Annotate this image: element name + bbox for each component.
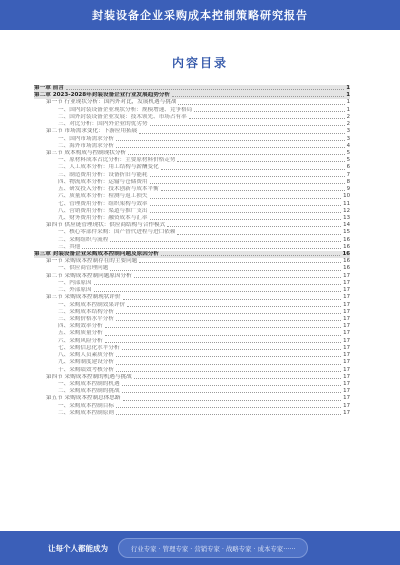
toc-entry-label: 第三节 成本构成与控制现状分析 xyxy=(46,149,127,156)
toc-leader-dots xyxy=(134,378,341,379)
toc-entry-label: 第二节 市场需求变化：下游应用拓展 xyxy=(46,128,138,135)
toc-entry-label: 九、财务费用分析：融资成本与汇率 xyxy=(58,214,148,221)
toc-leader-dots xyxy=(110,270,341,271)
toc-entry[interactable] xyxy=(34,244,350,251)
toc-entry[interactable] xyxy=(34,403,350,410)
toc-entry-page: 5 xyxy=(346,149,350,156)
toc-entry-page: 4 xyxy=(346,142,350,149)
toc-entry-page: 16 xyxy=(343,236,350,243)
toc-entry-page: 8 xyxy=(346,178,350,185)
toc-entry[interactable] xyxy=(34,164,350,171)
toc-entry-page: 16 xyxy=(343,265,350,272)
toc-entry-label: 四、物流成本分析：运输与仓储费用 xyxy=(58,178,148,185)
toc-leader-dots xyxy=(116,140,345,141)
toc-entry-label: 九、采购制度建设分析 xyxy=(58,359,114,366)
toc-leader-dots xyxy=(116,320,341,321)
toc-entry-label: 第二章 2023-2028年封装设备企业行业发展趋势分析 xyxy=(34,92,171,99)
toc-entry[interactable] xyxy=(34,107,350,114)
table-of-contents xyxy=(34,85,350,417)
toc-leader-dots xyxy=(122,349,342,350)
toc-leader-dots xyxy=(116,356,341,357)
toc-entry-page: 14 xyxy=(343,222,350,229)
toc-entry-page: 13 xyxy=(343,214,350,221)
toc-entry-page: 17 xyxy=(343,359,350,366)
toc-entry[interactable] xyxy=(34,345,350,352)
toc-leader-dots xyxy=(128,154,344,155)
toc-entry[interactable] xyxy=(34,251,350,258)
toc-entry-label: 一、核心零部件采购：国产替代进程与进口依赖 xyxy=(58,229,176,236)
footer-bar xyxy=(0,531,400,565)
toc-entry-label: 一、采购成本控制效果评价 xyxy=(58,301,126,308)
toc-leader-dots xyxy=(116,371,341,372)
toc-leader-dots xyxy=(110,241,341,242)
toc-entry-page: 17 xyxy=(343,272,350,279)
toc-entry[interactable] xyxy=(34,186,350,193)
toc-entry-label: 一、采购成本控制目标 xyxy=(58,402,114,409)
toc-entry-page: 16 xyxy=(343,243,350,250)
toc-entry-label: 第五节 采购成本控制总体思路 xyxy=(46,395,121,402)
toc-entry-page: 17 xyxy=(343,301,350,308)
toc-entry[interactable] xyxy=(34,265,350,272)
toc-entry[interactable] xyxy=(34,208,350,215)
toc-entry[interactable] xyxy=(34,273,350,280)
toc-entry-page: 17 xyxy=(343,352,350,359)
toc-entry-page: 17 xyxy=(343,330,350,337)
toc-leader-dots xyxy=(161,169,345,170)
toc-leader-dots xyxy=(127,306,341,307)
toc-entry-page: 17 xyxy=(343,402,350,409)
toc-entry-page: 17 xyxy=(343,287,350,294)
toc-leader-dots xyxy=(116,364,341,365)
report-title: 封装设备企业采购成本控制策略研究报告 xyxy=(92,9,308,22)
toc-leader-dots xyxy=(116,407,341,408)
toc-entry-label: 五、研发投入分析：技术创新与成本平衡 xyxy=(58,186,159,193)
toc-leader-dots xyxy=(82,248,341,249)
toc-entry-page: 16 xyxy=(343,258,350,265)
toc-entry[interactable] xyxy=(34,388,350,395)
toc-entry-label: 一、供应商管理问题 xyxy=(58,265,109,272)
toc-entry[interactable] xyxy=(34,294,350,301)
toc-entry[interactable] xyxy=(34,287,350,294)
toc-entry-page: 17 xyxy=(343,308,350,315)
toc-entry-label: 一、国内市场需求分析 xyxy=(58,135,114,142)
toc-entry-label: 二、人工成本分析：用工结构与薪酬变化 xyxy=(58,164,159,171)
toc-entry-page: 17 xyxy=(343,373,350,380)
toc-entry-label: 第三章 封装设备企业采购成本控制问题及原因分析 xyxy=(34,251,160,258)
toc-entry-label: 一、国内封装设备企业现状分析：规模增速、竞争格局 xyxy=(58,106,193,113)
footer-bubble xyxy=(118,538,308,558)
toc-leader-dots xyxy=(123,400,342,401)
toc-entry-label: 二、国外封装设备企业发展：技术领先、市场占有率 xyxy=(58,113,187,120)
toc-entry-page: 9 xyxy=(346,186,350,193)
toc-entry[interactable] xyxy=(34,215,350,222)
toc-entry[interactable] xyxy=(34,136,350,143)
toc-leader-dots xyxy=(150,219,342,220)
toc-entry-page: 3 xyxy=(346,128,350,135)
toc-entry-label: 八、采购人员素质分析 xyxy=(58,352,114,359)
toc-entry[interactable] xyxy=(34,323,350,330)
toc-entry[interactable] xyxy=(34,99,350,106)
toc-entry[interactable] xyxy=(34,229,350,236)
toc-entry-page: 17 xyxy=(343,323,350,330)
toc-leader-dots xyxy=(139,133,344,134)
toc-entry-page: 17 xyxy=(343,344,350,351)
toc-entry[interactable] xyxy=(34,85,350,92)
header-bar xyxy=(0,0,400,30)
toc-entry-label: 二、海外市场需求分析 xyxy=(58,142,114,149)
toc-entry-label: 第四节 采购成本控制的机遇与挑战 xyxy=(46,373,132,380)
toc-entry[interactable] xyxy=(34,128,350,135)
toc-entry[interactable] xyxy=(34,367,350,374)
toc-entry-label: 二、外部原因 xyxy=(58,287,92,294)
toc-entry[interactable] xyxy=(34,114,350,121)
toc-entry-label: 八、营销费用分析：渠道与推广支出 xyxy=(58,207,148,214)
toc-entry-page: 17 xyxy=(343,409,350,416)
toc-entry-page: 3 xyxy=(346,135,350,142)
toc-entry-page: 17 xyxy=(343,279,350,286)
toc-entry[interactable] xyxy=(34,157,350,164)
toc-entry-page: 1 xyxy=(346,85,350,91)
toc-leader-dots xyxy=(139,262,341,263)
toc-leader-dots xyxy=(116,414,341,415)
toc-entry-label: 六、采购风险分析 xyxy=(58,337,103,344)
toc-leader-dots xyxy=(116,313,341,314)
toc-entry-page: 17 xyxy=(343,337,350,344)
toc-leader-dots xyxy=(105,327,341,328)
toc-entry-label: 一、原材料成本占比分析：主要原材料价格走势 xyxy=(58,157,176,164)
toc-entry-page: 1 xyxy=(346,106,350,113)
toc-entry-label: 三、采购价格水平分析 xyxy=(58,316,114,322)
toc-leader-dots xyxy=(150,205,342,206)
toc-entry-label: 一、采购成本控制的机遇 xyxy=(58,380,120,387)
toc-entry[interactable] xyxy=(34,410,350,417)
toc-leader-dots xyxy=(116,147,345,148)
toc-leader-dots xyxy=(177,161,344,162)
toc-entry-label: 第一节 行业现状分析：国内外对比，发展机遇与挑战 xyxy=(46,99,177,106)
toc-entry-label: 三、其他 xyxy=(58,243,81,250)
toc-entry-label: 三、对比分析：国内外企业的优劣势 xyxy=(58,121,148,128)
toc-leader-dots xyxy=(66,89,344,90)
toc-entry-label: 第四节 供应链管理现状：供应商结构与合作模式 xyxy=(46,222,166,229)
toc-entry[interactable] xyxy=(34,302,350,309)
toc-leader-dots xyxy=(122,385,342,386)
toc-entry[interactable] xyxy=(34,381,350,388)
toc-heading: 内容目录 xyxy=(171,56,228,70)
toc-leader-dots xyxy=(94,291,342,292)
toc-entry-label: 二、采购组织与流程 xyxy=(58,236,109,243)
toc-entry[interactable] xyxy=(34,193,350,200)
toc-entry-page: 7 xyxy=(346,171,350,178)
toc-entry[interactable] xyxy=(34,330,350,337)
toc-entry-label: 五、采购质量分析 xyxy=(58,330,103,337)
toc-entry-page: 6 xyxy=(346,164,350,171)
toc-leader-dots xyxy=(150,212,342,213)
toc-leader-dots xyxy=(177,234,341,235)
toc-entry[interactable] xyxy=(34,352,350,359)
toc-leader-dots xyxy=(94,284,342,285)
toc-leader-dots xyxy=(105,342,341,343)
toc-leader-dots xyxy=(194,111,344,112)
toc-entry-label: 二、采购成本控制原则 xyxy=(58,409,114,416)
toc-entry[interactable] xyxy=(34,143,350,150)
toc-entry-label: 七、采购信息化水平分析 xyxy=(58,344,120,351)
toc-leader-dots xyxy=(150,198,342,199)
toc-entry-label: 七、管理费用分析：组织架构与效率 xyxy=(58,200,148,207)
toc-leader-dots xyxy=(178,104,344,105)
toc-leader-dots xyxy=(105,335,341,336)
toc-leader-dots xyxy=(150,125,345,126)
toc-entry-label: 二、采购成本控制的挑战 xyxy=(58,388,120,395)
toc-entry-page: 1 xyxy=(346,92,350,99)
toc-entry-page: 2 xyxy=(346,113,350,120)
toc-entry[interactable] xyxy=(34,172,350,179)
toc-entry-page: 10 xyxy=(343,193,350,200)
toc-entry-page: 17 xyxy=(343,395,350,402)
toc-leader-dots xyxy=(123,299,342,300)
toc-leader-dots xyxy=(189,118,345,119)
toc-entry-page: 12 xyxy=(343,207,350,214)
footer-slogan: 让每个人都能成为 xyxy=(48,543,108,553)
toc-entry[interactable] xyxy=(34,222,350,229)
toc-leader-dots xyxy=(134,277,341,278)
toc-leader-dots xyxy=(150,183,345,184)
toc-entry-page: 1 xyxy=(346,99,350,106)
toc-entry[interactable] xyxy=(34,179,350,186)
toc-entry-page: 17 xyxy=(343,388,350,395)
toc-entry-label: 第一章 前言 xyxy=(34,85,64,91)
toc-entry[interactable] xyxy=(34,121,350,128)
toc-leader-dots xyxy=(172,96,344,97)
toc-entry[interactable] xyxy=(34,316,350,323)
toc-leader-dots xyxy=(150,176,345,177)
toc-entry[interactable] xyxy=(34,237,350,244)
toc-leader-dots xyxy=(161,255,340,256)
toc-entry[interactable] xyxy=(34,359,350,366)
toc-entry-page: 16 xyxy=(342,251,350,258)
toc-entry-label: 第一节 采购成本控制存在的主要问题 xyxy=(46,258,138,265)
toc-entry[interactable] xyxy=(34,92,350,99)
toc-entry-label: 第二节 采购成本控制问题原因分析 xyxy=(46,272,132,279)
toc-entry-label: 十、采购绩效考核分析 xyxy=(58,366,114,373)
toc-entry-label: 二、采购成本结构分析 xyxy=(58,308,114,315)
toc-entry-label: 三、制造费用分析：设备折旧与能耗 xyxy=(58,171,148,178)
toc-entry-page: 17 xyxy=(343,380,350,387)
toc-entry-label: 一、内部原因 xyxy=(58,279,92,286)
toc-leader-dots xyxy=(122,392,342,393)
toc-entry-page: 15 xyxy=(343,229,350,236)
toc-entry[interactable] xyxy=(34,309,350,316)
toc-entry[interactable] xyxy=(34,280,350,287)
toc-entry-page: 2 xyxy=(346,121,350,128)
toc-entry[interactable] xyxy=(34,395,350,402)
toc-entry-page: 5 xyxy=(346,157,350,164)
toc-entry-page: 11 xyxy=(343,200,350,207)
toc-entry[interactable] xyxy=(34,258,350,265)
toc-leader-dots xyxy=(161,190,345,191)
toc-entry[interactable] xyxy=(34,338,350,345)
toc-entry-page: 17 xyxy=(343,294,350,301)
toc-entry-label: 六、质量成本分析：检测与返工损失 xyxy=(58,193,148,200)
toc-entry-label: 四、采购效率分析 xyxy=(58,323,103,330)
toc-entry[interactable] xyxy=(34,150,350,157)
toc-entry[interactable] xyxy=(34,201,350,208)
footer-tagline: 行业专家 · 管理专家 · 营销专家 · 战略专家 · 成本专家······ xyxy=(131,544,296,553)
toc-entry-page: 17 xyxy=(343,366,350,373)
toc-leader-dots xyxy=(167,226,341,227)
toc-entry-label: 第三节 采购成本控制现状评价 xyxy=(46,294,121,301)
toc-entry[interactable] xyxy=(34,374,350,381)
toc-entry-page: 17 xyxy=(343,316,350,322)
